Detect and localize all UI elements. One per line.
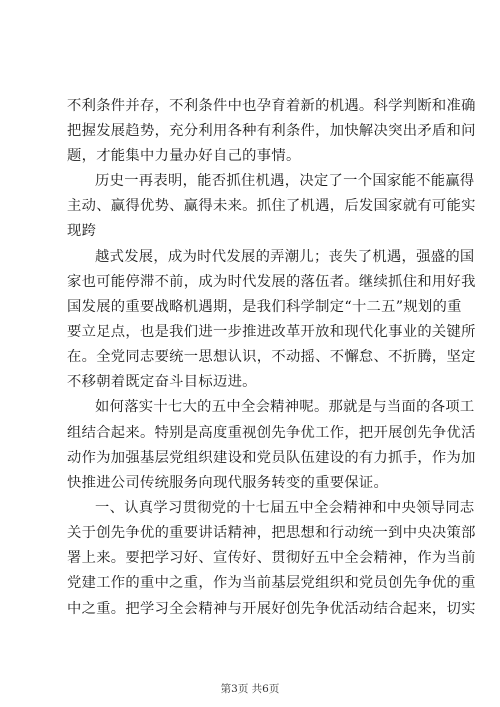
text-line: 历史一再表明，能否抓住机遇，决定了一个国家能不能赢得 bbox=[95, 173, 475, 189]
text-line: 在。全党同志要统一思想认识，不动摇、不懈怠、不折腾，坚定 bbox=[67, 349, 476, 365]
text-line: 主动、赢得优势、赢得未来。抓住了机遇，后发国家就有可能实 bbox=[67, 198, 476, 214]
text-line: 不移朝着既定奋斗目标迈进。 bbox=[67, 374, 257, 390]
text-line: 党建工作的重中之重，作为当前基层党组织和党员创先争优的重 bbox=[67, 575, 476, 591]
text-line: 中之重。把学习全会精神与开展好创先争优活动结合起来，切实 bbox=[67, 601, 476, 617]
text-line: 越式发展，成为时代发展的弄潮儿；丧失了机遇，强盛的国 bbox=[95, 249, 475, 265]
text-line: 一、认真学习贯彻党的十七届五中全会精神和中央领导同志 bbox=[95, 500, 475, 516]
text-line: 把握发展趋势，充分利用各种有利条件，加快解决突出矛盾和问 bbox=[67, 123, 476, 139]
text-line: 家也可能停滞不前，成为时代发展的落伍者。继续抓住和用好我 bbox=[67, 274, 476, 290]
text-line: 题，才能集中力量办好自己的事情。 bbox=[67, 148, 301, 164]
text-line: 国发展的重要战略机遇期，是我们科学制定“十二五”规划的重 bbox=[67, 299, 462, 315]
text-line: 如何落实十七大的五中全会精神呢。那就是与当面的各项工 bbox=[95, 399, 475, 415]
text-line: 快推进公司传统服务向现代服务转变的重要保证。 bbox=[67, 475, 389, 491]
text-line: 动作为加强基层党组织建设和党员队伍建设的有力抓手，作为加 bbox=[67, 450, 476, 466]
text-line: 要立足点，也是我们进一步推进改革开放和现代化事业的关键所 bbox=[67, 324, 476, 340]
text-line: 不利条件并存，不利条件中也孕育着新的机遇。科学判断和准确 bbox=[67, 98, 476, 114]
text-line: 署上来。要把学习好、宣传好、贯彻好五中全会精神，作为当前 bbox=[67, 550, 476, 566]
text-line: 关于创先争优的重要讲话精神，把思想和行动统一到中央决策部 bbox=[67, 525, 476, 541]
page-number-footer: 第3页 共6页 bbox=[220, 683, 280, 695]
text-line: 组结合起来。特别是高度重视创先争优工作，把开展创先争优活 bbox=[67, 425, 476, 441]
text-line: 现跨 bbox=[67, 223, 97, 239]
